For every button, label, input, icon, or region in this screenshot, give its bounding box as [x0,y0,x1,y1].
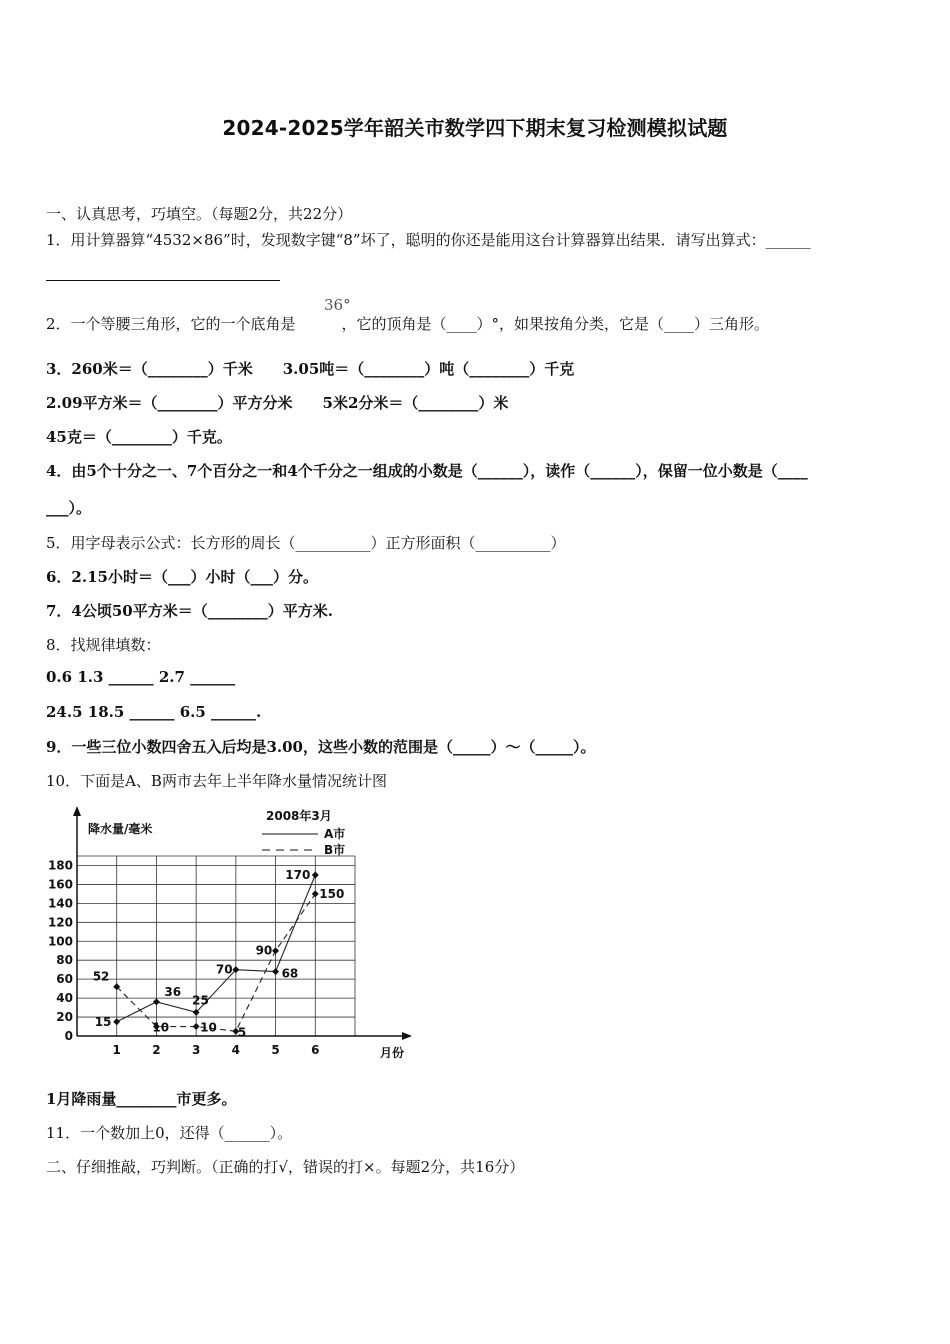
question-8-row2: 24.5 18.5 ______ 6.5 ______. [46,703,262,721]
chart-grid [77,856,355,1036]
data-label: 90 [255,943,273,958]
legend-label-b: B市 [324,843,346,857]
y-tick-label: 80 [56,953,73,968]
y-tick-label: 0 [64,1029,73,1043]
x-tick-label: 1 [112,1043,121,1057]
series-line-a [117,875,316,1022]
x-tick-label: 2 [152,1043,161,1057]
x-tick-label: 4 [231,1043,241,1057]
question-3-row3: 45克＝（________）千克。 [46,428,232,446]
rainfall-chart [46,800,426,1068]
question-2-after: ，它的顶角是（____）°，如果按角分类，它是（____）三角形。 [341,315,770,333]
data-label: 150 [319,886,345,901]
data-point [153,998,160,1005]
x-tick-label: 6 [311,1043,320,1057]
y-tick-label: 40 [56,991,73,1006]
y-tick-label: 100 [47,934,73,949]
data-point [193,1023,200,1030]
y-axis-label: 降水量/毫米 [88,822,153,836]
page-title: 2024-2025学年韶关市数学四下期末复习检测模拟试题 [222,116,728,140]
legend-label-a: A市 [324,827,346,841]
question-2-before: 2．一个等腰三角形，它的一个底角是 [46,315,296,333]
question-5: 5．用字母表示公式：长方形的周长（__________）正方形面积（__________） [46,534,566,552]
x-axis-arrow [402,1032,412,1040]
question-2 [46,313,769,334]
question-10-answer: 1月降雨量________市更多。 [46,1090,237,1108]
question-6: 6．2.15小时＝（___）小时（___）分。 [46,568,318,586]
x-axis-label: 月份 [380,1046,405,1060]
y-tick-label: 140 [47,896,73,911]
y-ticks [48,858,73,1043]
x-tick-label: 3 [191,1043,201,1057]
section1-heading: 一、认真思考，巧填空。（每题2分，共22分） [46,205,353,223]
y-tick-label: 60 [56,972,73,987]
x-tick-label: 5 [271,1043,280,1057]
data-point [272,968,279,975]
y-axis-arrow [73,806,81,816]
data-label: 68 [281,966,299,981]
question-1: 1．用计算器算“4532×86”时，发现数字键“8”坏了，聪明的你还是能用这台计算器算出结果．请写出算式：______ [46,231,811,249]
data-point [312,890,319,897]
chart-series [93,868,345,1039]
x-ticks [113,1043,320,1057]
question-8: 8．找规律填数： [46,636,161,654]
question-7: 7．4公顷50平方米＝（________）平方米. [46,602,333,620]
section2-heading: 二、仔细推敲，巧判断。（正确的打√，错误的打×。每题2分，共16分） [46,1158,525,1176]
y-tick-label: 180 [47,858,73,873]
y-tick-label: 160 [47,877,73,892]
data-label: 15 [94,1014,112,1029]
chart-axes [73,806,412,1040]
question-8-row1: 0.6 1.3 ______ 2.7 ______ [46,668,236,686]
data-label: 10 [200,1020,217,1035]
data-label: 36 [164,984,182,999]
question-10: 10．下面是A、B两市去年上半年降水量情况统计图 [46,772,387,790]
data-point [113,1018,120,1025]
data-label: 10 [152,1020,170,1035]
data-label: 70 [215,962,233,977]
legend-title: 2008年3月 [266,809,332,823]
answer-line [46,280,280,281]
question-3-row1: 3．260米＝（________）千米 3.05吨＝（________）吨（________）千克 [46,360,575,378]
data-label: 52 [92,969,110,984]
data-label: 170 [285,867,311,882]
data-point [272,947,279,954]
y-tick-label: 120 [47,915,73,930]
question-11: 11．一个数加上0，还得（______）。 [46,1124,293,1142]
question-4-row1: 4．由5个十分之一、7个百分之一和4个千分之一组成的小数是（______），读作（______），保留一位小数是（____ [46,462,808,480]
question-3-row2: 2.09平方米＝（________）平方分米 5米2分米＝（________）米 [46,394,509,412]
angle-value: 36° [324,296,351,314]
data-point [312,871,319,878]
data-label: 25 [192,993,209,1008]
data-label: 5 [237,1025,247,1040]
question-4-row2: ___）。 [46,499,92,517]
question-9: 9．一些三位小数四舍五入后均是3.00，这些小数的范围是（_____）～（_____）。 [46,738,596,756]
y-tick-label: 20 [56,1010,73,1025]
